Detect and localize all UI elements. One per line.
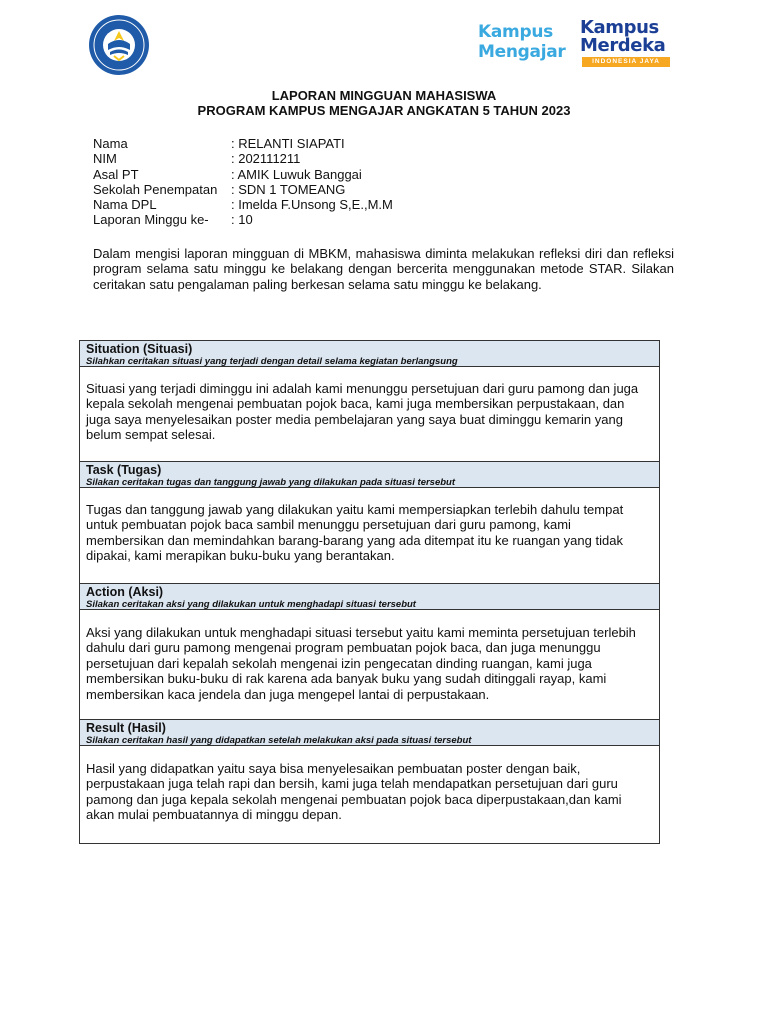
section-title: Action (Aksi) bbox=[86, 585, 164, 599]
kampus-merdeka-logo-line2: Merdeka bbox=[580, 35, 666, 56]
section-text: Tugas dan tanggung jawab yang dilakukan yaitu kami mempersiapkan terlebih dahulu tempat untuk pembuatan pojok baca sambil menunggu persetujuan dari guru pamong, kami membersikan dan memindahkan barang-barang yang ada ditempat itu ke ruangan yang tidak dipakai, kami merapikan buku-buku yang berantakan. bbox=[86, 502, 624, 564]
kampus-merdeka-logo-line1: Kampus bbox=[580, 17, 659, 38]
identity-row-sekolah bbox=[93, 182, 653, 197]
identity-value: : SDN 1 TOMEANG bbox=[231, 181, 346, 197]
situation-header bbox=[80, 341, 659, 367]
identity-value: : AMIK Luwuk Banggai bbox=[231, 166, 362, 182]
section-title: Result (Hasil) bbox=[86, 721, 166, 735]
situation-body bbox=[80, 367, 659, 462]
action-header bbox=[80, 584, 659, 610]
identity-label: NIM bbox=[93, 151, 117, 167]
identity-value: : RELANTI SIAPATI bbox=[231, 136, 345, 151]
kampus-mengajar-logo-line2: Mengajar bbox=[478, 42, 566, 62]
section-subtitle: Silakan ceritakan hasil yang didapatkan setelah melakukan aksi pada situasi tersebut bbox=[86, 735, 472, 746]
task-header bbox=[80, 462, 659, 488]
identity-row-dpl bbox=[93, 197, 653, 212]
star-table bbox=[79, 340, 660, 844]
identity-row-minggu bbox=[93, 212, 653, 227]
section-subtitle: Silakan ceritakan tugas dan tanggung jawab yang dilakukan pada situasi tersebut bbox=[86, 477, 456, 488]
section-subtitle: Silakan ceritakan aksi yang dilakukan untuk menghadapi situasi tersebut bbox=[86, 599, 416, 610]
identity-label: Nama bbox=[93, 136, 128, 151]
tut-wuri-handayani-emblem bbox=[88, 14, 150, 76]
identity-label: Laporan Minggu ke- bbox=[93, 212, 209, 228]
kampus-mengajar-logo-line1: Kampus bbox=[478, 22, 553, 42]
section-title: Situation (Situasi) bbox=[86, 342, 193, 356]
indonesia-jaya-tag: INDONESIA JAYA bbox=[582, 57, 670, 67]
identity-value: : 202111211 bbox=[231, 151, 301, 167]
identity-row-nim bbox=[93, 151, 653, 166]
result-header bbox=[80, 720, 659, 746]
identity-label: Sekolah Penempatan bbox=[93, 181, 218, 197]
section-text: Hasil yang didapatkan yaitu saya bisa menyelesaikan pembuatan poster dengan baik, perpustakaan juga telah rapi dan bersih, kami juga telah mendapatkan persetujuan dari guru pamong dan juga kepala sekolah mengenai pembuatan pojok baca diperpustakaan,dan kami akan mulai pembuatannya di minggu depan. bbox=[86, 761, 622, 823]
section-text: Situasi yang terjadi diminggu ini adalah kami menunggu persetujuan dari guru pamong dan juga kepala sekolah mengenai pembuatan pojok baca, kami juga membersikan perpustakaan, dan juga saya menyelesaikan poster media pembelajaran yang saya buat diminggu kemarin yang belum sempat selesai. bbox=[86, 381, 639, 443]
kampus-mengajar-logo bbox=[478, 22, 576, 66]
program-title: PROGRAM KAMPUS MENGAJAR ANGKATAN 5 TAHUN 2023 bbox=[197, 103, 571, 118]
action-body bbox=[80, 610, 659, 720]
intro-paragraph: Dalam mengisi laporan mingguan di MBKM, mahasiswa diminta melakukan refleksi diri dan refleksi program selama satu minggu ke belakang dengan bercerita menggunakan metode STAR. Silakan ceritakan satu pengalaman paling berkesan selama satu minggu ke belakang. bbox=[93, 246, 674, 292]
section-title: Task (Tugas) bbox=[86, 463, 162, 477]
identity-list bbox=[93, 136, 653, 228]
identity-value: : Imelda F.Unsong S,E.,M.M bbox=[231, 197, 393, 213]
task-body bbox=[80, 488, 659, 584]
report-title: LAPORAN MINGGUAN MAHASISWA bbox=[271, 88, 497, 103]
section-subtitle: Silahkan ceritakan situasi yang terjadi dengan detail selama kegiatan berlangsung bbox=[86, 356, 458, 367]
identity-row-nama bbox=[93, 136, 653, 151]
identity-label: Asal PT bbox=[93, 166, 139, 182]
identity-value: : 10 bbox=[231, 212, 253, 228]
kemdikbud-logo bbox=[88, 14, 150, 76]
kampus-merdeka-logo bbox=[580, 18, 676, 68]
section-text: Aksi yang dilakukan untuk menghadapi situasi tersebut yaitu kami meminta persetujuan terlebih dahulu dari guru pamong mengenai program pembuatan pojok baca, dan juga menunggu persetujuan dari kepalah sekolah mengenai izin pengecatan dinding ruangan, kami juga membersikan buku-buku di rak karena ada banyak buku yang sudah ditinggali rayap, kami membersikan kaca jendela dan juga mengepel lantai di perpustakaan. bbox=[86, 625, 636, 702]
result-body bbox=[80, 746, 659, 843]
identity-row-asal-pt bbox=[93, 167, 653, 182]
identity-label: Nama DPL bbox=[93, 197, 157, 213]
